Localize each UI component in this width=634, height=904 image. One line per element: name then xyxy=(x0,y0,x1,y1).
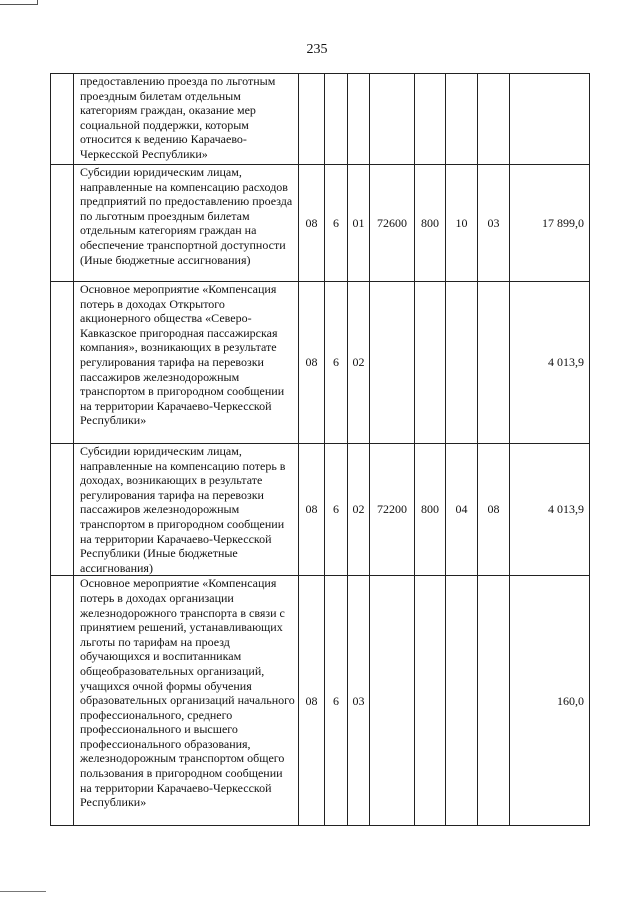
rz-cell: 08 xyxy=(299,165,325,282)
cs2-cell: 72600 xyxy=(370,165,415,282)
amount-cell: 4 013,9 xyxy=(510,282,590,444)
budget-table xyxy=(50,73,590,826)
cs1-cell xyxy=(348,74,370,165)
description-cell: Субсидии юридическим лицам, направленные на компенсацию расходов предприятий по предоставлению проезда по льготным проездным билетам отдельным категориям граждан на обеспечение транспортной доступности (Иные бюджетные ассигнования) xyxy=(74,165,299,282)
pr-cell: 6 xyxy=(325,165,348,282)
amount-cell: 160,0 xyxy=(510,576,590,826)
rz-cell xyxy=(299,74,325,165)
cs2-cell: 72200 xyxy=(370,444,415,576)
row-margin-cell xyxy=(51,576,74,826)
table-row xyxy=(51,165,590,282)
pr-cell: 6 xyxy=(325,282,348,444)
scan-corner-mark xyxy=(0,0,38,5)
c1-cell xyxy=(446,74,478,165)
description-cell: Основное мероприятие «Компенсация потерь в доходах Открытого акционерного общества «Северо-Кавказское пригородная пассажирская компания», возникающих в результате регулирования тарифа на перевозки пассажиров железнодорожным транспортом в пригородном сообщении на территории Карачаево-Черкесской Республики» xyxy=(74,282,299,444)
vr-cell xyxy=(415,74,446,165)
rz-cell: 08 xyxy=(299,576,325,826)
description-cell: Основное мероприятие «Компенсация потерь в доходах организации железнодорожного транспорта в связи с принятием решений, устанавливающих льготы по тарифам на проезд обучающихся и воспитанникам общеобразовательных организаций, учащихся очной формы обучения образовательных организаций начального профессионального, среднего профессионального и высшего профессионального образования, железнодорожным транспортом общего пользования в пригородном сообщении на территории Карачаево-Черкесской Республики» xyxy=(74,576,299,826)
vr-cell: 800 xyxy=(415,165,446,282)
vr-cell xyxy=(415,282,446,444)
cs1-cell: 03 xyxy=(348,576,370,826)
cs1-cell: 02 xyxy=(348,282,370,444)
pr-cell xyxy=(325,74,348,165)
c2-cell: 08 xyxy=(478,444,510,576)
cs1-cell: 02 xyxy=(348,444,370,576)
c2-cell xyxy=(478,576,510,826)
description-cell: предоставлению проезда по льготным проездным билетам отдельным категориям граждан, оказание мер социальной поддержки, которым относится к ведению Карачаево-Черкесской Республики» xyxy=(74,74,299,165)
rz-cell: 08 xyxy=(299,282,325,444)
cs2-cell xyxy=(370,74,415,165)
amount-cell: 17 899,0 xyxy=(510,165,590,282)
c1-cell xyxy=(446,576,478,826)
c1-cell: 04 xyxy=(446,444,478,576)
page-number: 235 xyxy=(306,42,328,57)
c2-cell xyxy=(478,74,510,165)
pr-cell: 6 xyxy=(325,576,348,826)
cs2-cell xyxy=(370,576,415,826)
table-row xyxy=(51,576,590,826)
c2-cell xyxy=(478,282,510,444)
c1-cell xyxy=(446,282,478,444)
table-row xyxy=(51,282,590,444)
row-margin-cell xyxy=(51,444,74,576)
vr-cell: 800 xyxy=(415,444,446,576)
row-margin-cell xyxy=(51,165,74,282)
amount-cell: 4 013,9 xyxy=(510,444,590,576)
scan-bottom-mark xyxy=(0,891,46,892)
c2-cell: 03 xyxy=(478,165,510,282)
table-row xyxy=(51,74,590,165)
row-margin-cell xyxy=(51,282,74,444)
description-cell: Субсидии юридическим лицам, направленные на компенсацию потерь в доходах, возникающих в результате регулирования тарифа на перевозки пассажиров железнодорожным транспортом в пригородном сообщении на территории Карачаево-Черкесской Республики (Иные бюджетные ассигнования) xyxy=(74,444,299,576)
row-margin-cell xyxy=(51,74,74,165)
cs1-cell: 01 xyxy=(348,165,370,282)
vr-cell xyxy=(415,576,446,826)
cs2-cell xyxy=(370,282,415,444)
pr-cell: 6 xyxy=(325,444,348,576)
table-row xyxy=(51,444,590,576)
rz-cell: 08 xyxy=(299,444,325,576)
c1-cell: 10 xyxy=(446,165,478,282)
amount-cell xyxy=(510,74,590,165)
